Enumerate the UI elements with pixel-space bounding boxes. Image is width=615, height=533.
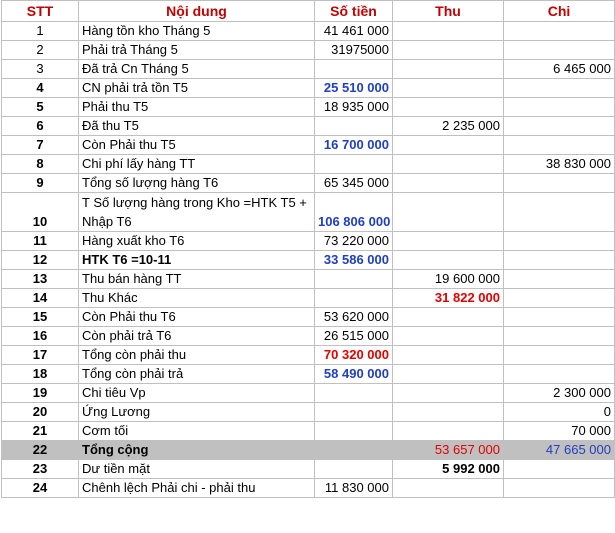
cell-amount[interactable] <box>315 460 393 479</box>
cell-chi[interactable] <box>504 365 615 384</box>
cell-stt[interactable]: 17 <box>2 346 79 365</box>
cell-content[interactable]: HTK T6 =10-11 <box>79 251 315 270</box>
table-row <box>2 174 615 193</box>
cell-content[interactable]: Tổng còn phải thu <box>79 346 315 365</box>
cell-thu[interactable] <box>393 193 504 232</box>
cell-thu[interactable]: 31 822 000 <box>393 289 504 308</box>
cell-stt[interactable]: 11 <box>2 232 79 251</box>
table-row <box>2 22 615 41</box>
cell-stt[interactable]: 1 <box>2 22 79 41</box>
cell-chi[interactable] <box>504 232 615 251</box>
cell-stt[interactable]: 24 <box>2 479 79 498</box>
cell-thu[interactable] <box>393 384 504 403</box>
cell-stt[interactable]: 7 <box>2 136 79 155</box>
cell-content[interactable]: Ứng Lương <box>79 403 315 422</box>
cell-chi[interactable] <box>504 308 615 327</box>
cell-content[interactable]: Tổng số lượng hàng T6 <box>79 174 315 193</box>
table-row <box>2 460 615 479</box>
cell-thu[interactable] <box>393 60 504 79</box>
table-row <box>2 117 615 136</box>
table-row <box>2 384 615 403</box>
table-row <box>2 251 615 270</box>
cell-amount[interactable] <box>315 117 393 136</box>
table-row <box>2 270 615 289</box>
cell-amount[interactable]: 18 935 000 <box>315 98 393 117</box>
cell-amount[interactable]: 106 806 000 <box>315 193 393 232</box>
cell-thu[interactable] <box>393 41 504 60</box>
cell-content[interactable]: Thu bán hàng TT <box>79 270 315 289</box>
cell-content-text: T Số lượng hàng trong Kho =HTK T5 + Nhập T6 <box>82 195 307 229</box>
cell-amount[interactable] <box>315 441 393 460</box>
cell-stt[interactable]: 2 <box>2 41 79 60</box>
cell-thu[interactable] <box>393 251 504 270</box>
cell-chi[interactable] <box>504 479 615 498</box>
cell-thu[interactable] <box>393 232 504 251</box>
header-stt[interactable]: STT <box>2 1 79 22</box>
cell-thu[interactable] <box>393 79 504 98</box>
cell-stt[interactable]: 10 <box>2 193 79 232</box>
cell-amount[interactable] <box>315 60 393 79</box>
table-row <box>2 98 615 117</box>
cell-stt[interactable]: 6 <box>2 117 79 136</box>
cell-thu[interactable] <box>393 174 504 193</box>
cell-stt[interactable]: 3 <box>2 60 79 79</box>
table-row <box>2 422 615 441</box>
table-row <box>2 41 615 60</box>
cell-stt[interactable]: 14 <box>2 289 79 308</box>
cell-thu[interactable] <box>393 155 504 174</box>
cell-amount[interactable]: 31975000 <box>315 41 393 60</box>
cell-content[interactable]: Phải trả Tháng 5 <box>79 41 315 60</box>
cell-stt[interactable]: 9 <box>2 174 79 193</box>
cell-chi[interactable] <box>504 460 615 479</box>
header-thu[interactable]: Thu <box>393 1 504 22</box>
cell-chi[interactable] <box>504 346 615 365</box>
cell-thu[interactable]: 53 657 000 <box>393 441 504 460</box>
cell-content[interactable]: Còn Phải thu T6 <box>79 308 315 327</box>
cell-stt[interactable]: 19 <box>2 384 79 403</box>
cell-content[interactable]: Hàng tồn kho Tháng 5 <box>79 22 315 41</box>
cell-chi[interactable] <box>504 270 615 289</box>
cell-chi[interactable] <box>504 289 615 308</box>
cell-stt[interactable]: 18 <box>2 365 79 384</box>
cell-chi[interactable] <box>504 117 615 136</box>
cell-thu[interactable] <box>393 136 504 155</box>
cell-content[interactable]: Phải thu T5 <box>79 98 315 117</box>
spreadsheet-table <box>1 0 615 498</box>
cell-amount[interactable]: 25 510 000 <box>315 79 393 98</box>
cell-stt[interactable]: 15 <box>2 308 79 327</box>
cell-amount[interactable]: 11 830 000 <box>315 479 393 498</box>
cell-amount[interactable] <box>315 403 393 422</box>
cell-thu[interactable] <box>393 365 504 384</box>
cell-amount[interactable] <box>315 155 393 174</box>
table-row <box>2 308 615 327</box>
cell-amount[interactable]: 70 320 000 <box>315 346 393 365</box>
cell-thu[interactable] <box>393 403 504 422</box>
header-content[interactable]: Nội dung <box>79 1 315 22</box>
cell-amount[interactable]: 53 620 000 <box>315 308 393 327</box>
cell-content[interactable]: Chênh lệch Phải chi - phải thu <box>79 479 315 498</box>
cell-chi[interactable] <box>504 327 615 346</box>
cell-chi[interactable] <box>504 193 615 232</box>
cell-amount[interactable] <box>315 289 393 308</box>
cell-thu[interactable] <box>393 98 504 117</box>
cell-amount[interactable]: 58 490 000 <box>315 365 393 384</box>
cell-content[interactable]: Còn Phải thu T5 <box>79 136 315 155</box>
table-row <box>2 79 615 98</box>
cell-thu[interactable] <box>393 22 504 41</box>
cell-content[interactable]: Cơm tối <box>79 422 315 441</box>
cell-amount[interactable]: 65 345 000 <box>315 174 393 193</box>
cell-stt[interactable]: 12 <box>2 251 79 270</box>
table-row <box>2 193 615 232</box>
header-row <box>2 1 615 22</box>
table-row <box>2 346 615 365</box>
cell-content[interactable]: Đã trả Cn Tháng 5 <box>79 60 315 79</box>
table-row <box>2 327 615 346</box>
header-amount[interactable]: Số tiền <box>315 1 393 22</box>
cell-content[interactable] <box>79 193 315 232</box>
cell-thu[interactable] <box>393 327 504 346</box>
cell-content[interactable]: Thu Khác <box>79 289 315 308</box>
cell-stt[interactable]: 16 <box>2 327 79 346</box>
cell-chi[interactable] <box>504 251 615 270</box>
cell-content[interactable]: Còn phải trả T6 <box>79 327 315 346</box>
cell-stt[interactable]: 23 <box>2 460 79 479</box>
table-row <box>2 155 615 174</box>
cell-chi[interactable] <box>504 136 615 155</box>
cell-content[interactable]: Tổng còn phải trả <box>79 365 315 384</box>
cell-amount[interactable]: 41 461 000 <box>315 22 393 41</box>
cell-thu[interactable] <box>393 422 504 441</box>
cell-thu[interactable] <box>393 479 504 498</box>
cell-content[interactable]: Hàng xuất kho T6 <box>79 232 315 251</box>
cell-amount[interactable]: 16 700 000 <box>315 136 393 155</box>
cell-thu[interactable] <box>393 308 504 327</box>
header-chi[interactable]: Chi <box>504 1 615 22</box>
cell-chi[interactable] <box>504 174 615 193</box>
cell-chi[interactable]: 2 300 000 <box>504 384 615 403</box>
cell-chi[interactable]: 70 000 <box>504 422 615 441</box>
table-row <box>2 403 615 422</box>
cell-content[interactable]: Dư tiền mặt <box>79 460 315 479</box>
cell-chi[interactable] <box>504 41 615 60</box>
table-row <box>2 136 615 155</box>
cell-chi[interactable] <box>504 79 615 98</box>
table-row <box>2 232 615 251</box>
cell-stt[interactable]: 22 <box>2 441 79 460</box>
cell-stt[interactable]: 21 <box>2 422 79 441</box>
table-row <box>2 479 615 498</box>
cell-amount[interactable]: 33 586 000 <box>315 251 393 270</box>
cell-amount[interactable] <box>315 422 393 441</box>
cell-chi[interactable]: 38 830 000 <box>504 155 615 174</box>
cell-chi[interactable] <box>504 22 615 41</box>
cell-stt[interactable]: 4 <box>2 79 79 98</box>
cell-thu[interactable]: 19 600 000 <box>393 270 504 289</box>
table-row <box>2 60 615 79</box>
cell-content[interactable]: Chi tiêu Vp <box>79 384 315 403</box>
cell-content[interactable]: Tổng cộng <box>79 441 315 460</box>
cell-content[interactable]: Chi phí lấy hàng TT <box>79 155 315 174</box>
cell-thu[interactable]: 5 992 000 <box>393 460 504 479</box>
cell-content[interactable]: Đã thu T5 <box>79 117 315 136</box>
cell-stt[interactable]: 5 <box>2 98 79 117</box>
cell-amount[interactable] <box>315 270 393 289</box>
cell-thu[interactable]: 2 235 000 <box>393 117 504 136</box>
cell-stt[interactable]: 20 <box>2 403 79 422</box>
table-row <box>2 365 615 384</box>
cell-stt[interactable]: 13 <box>2 270 79 289</box>
cell-amount[interactable] <box>315 384 393 403</box>
cell-amount[interactable]: 73 220 000 <box>315 232 393 251</box>
cell-chi[interactable] <box>504 98 615 117</box>
cell-stt[interactable]: 8 <box>2 155 79 174</box>
table-row <box>2 289 615 308</box>
cell-chi[interactable]: 0 <box>504 403 615 422</box>
table-row-total <box>2 441 615 460</box>
cell-amount[interactable]: 26 515 000 <box>315 327 393 346</box>
cell-chi[interactable]: 47 665 000 <box>504 441 615 460</box>
cell-thu[interactable] <box>393 346 504 365</box>
cell-content[interactable]: CN phải trả tồn T5 <box>79 79 315 98</box>
cell-chi[interactable]: 6 465 000 <box>504 60 615 79</box>
